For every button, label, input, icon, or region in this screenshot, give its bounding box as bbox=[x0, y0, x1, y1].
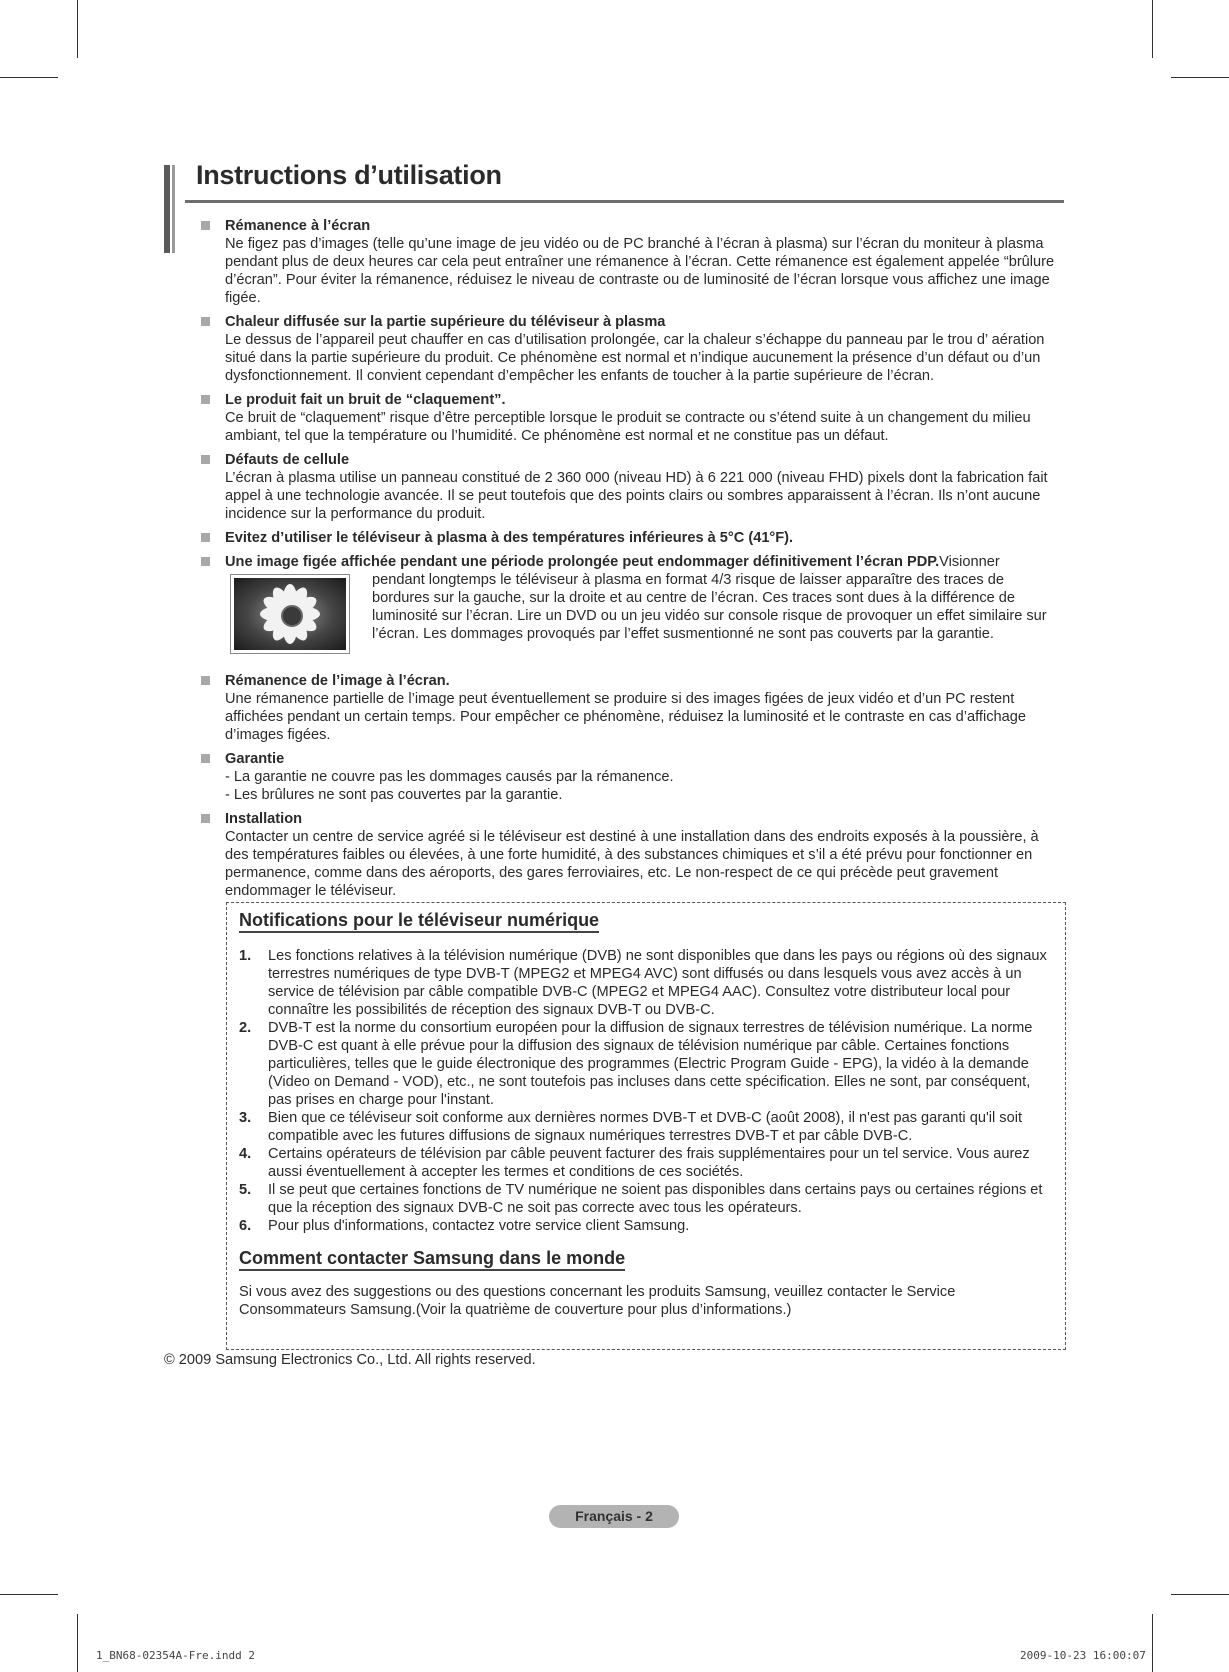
crop-mark bbox=[77, 1614, 78, 1672]
page-title: Instructions d’utilisation bbox=[196, 160, 502, 190]
item-number: 3. bbox=[239, 1110, 252, 1126]
square-bullet-icon bbox=[201, 395, 210, 404]
square-bullet-icon bbox=[201, 754, 210, 763]
section-title: Rémanence de l’image à l’écran. bbox=[225, 673, 450, 689]
list-item bbox=[199, 391, 1065, 445]
section-title: Garantie bbox=[225, 751, 285, 767]
print-slug-timestamp: 2009-10-23 16:00:07 bbox=[1020, 1649, 1146, 1662]
numbered-item bbox=[239, 1217, 1051, 1235]
section-title: Rémanence à l’écran bbox=[225, 218, 371, 234]
list-item bbox=[199, 529, 1065, 547]
section-title: Installation bbox=[225, 811, 303, 827]
item-text: Pour plus d'informations, contactez votre service client Samsung. bbox=[268, 1218, 690, 1234]
section-body: pendant longtemps le téléviseur à plasma en format 4/3 risque de laisser apparaître des traces de bordures sur la gauche, sur la droite et au centre de l’écran. Ces traces sont dues à la différence de luminosité sur l’écran. Lire un DVD ou un jeu vidéo sur console risque de provoquer un effet similaire sur l’écran. Les dommages provoqués par l’effet susmentionné ne sont pas couverts par la garantie. bbox=[372, 572, 1047, 642]
crop-mark bbox=[0, 1594, 58, 1595]
item-number: 4. bbox=[239, 1146, 252, 1162]
list-item bbox=[199, 672, 1065, 744]
square-bullet-icon bbox=[201, 455, 210, 464]
item-number: 1. bbox=[239, 948, 252, 964]
notice-heading: Notifications pour le téléviseur numérique bbox=[239, 911, 599, 933]
crop-mark bbox=[1171, 1594, 1229, 1595]
item-number: 5. bbox=[239, 1182, 252, 1198]
instructions-list bbox=[199, 217, 1065, 906]
list-item bbox=[199, 313, 1065, 385]
item-number: 6. bbox=[239, 1218, 252, 1234]
contact-heading: Comment contacter Samsung dans le monde bbox=[239, 1249, 625, 1271]
section-body: Une rémanence partielle de l’image peut éventuellement se produire si des images figées de jeux vidéo et d’un PC restent affichées pendant un certain temps. Pour empêcher ce phénomène, réduisez la luminosité et le contraste en cas d’affichage d’images figées. bbox=[225, 691, 1026, 743]
page-number-badge: Français - 2 bbox=[549, 1505, 679, 1528]
numbered-item bbox=[239, 947, 1051, 1019]
square-bullet-icon bbox=[201, 221, 210, 230]
square-bullet-icon bbox=[201, 814, 210, 823]
contact-body: Si vous avez des suggestions ou des questions concernant les produits Samsung, veuillez contacter le Service Consommateurs Samsung.(Voir la quatrième de couverture pour plus d’informations.) bbox=[239, 1284, 956, 1318]
digital-tv-notice-box bbox=[226, 902, 1066, 1350]
square-bullet-icon bbox=[201, 676, 210, 685]
crop-mark bbox=[0, 77, 58, 78]
numbered-item bbox=[239, 1145, 1051, 1181]
print-slug-filename: 1_BN68-02354A-Fre.indd 2 bbox=[96, 1649, 255, 1662]
numbered-item bbox=[239, 1181, 1051, 1217]
title-accent-bar bbox=[164, 165, 170, 253]
section-body: Ne figez pas d’images (telle qu’une image de jeu vidéo ou de PC branché à l’écran à plasma) sur l’écran du moniteur à plasma pendant plus de deux heures car cela peut entraîner une rémanence à l’écran. Cette rémanence est également appelée “brûlure d’écran”. Pour éviter la rémanence, réduisez le niveau de contraste ou de luminosité de l’écran lorsque vous affichez une image figée. bbox=[225, 236, 1055, 306]
list-item bbox=[199, 810, 1065, 900]
title-rule bbox=[185, 200, 1064, 203]
section-body-line: - La garantie ne couvre pas les dommages causés par la rémanence. bbox=[225, 769, 674, 785]
section-body-lead: Visionner bbox=[939, 554, 1000, 570]
item-text: DVB-T est la norme du consortium européen pour la diffusion de signaux terrestres de télévision numérique. La norme DVB-C est quant à elle prévue pour la diffusion des signaux de télévision numérique par câble. Certaines fonctions particulières, telles que le guide électronique des programmes (Electric Program Guide - EPG), la vidéo à la demande (Video on Demand - VOD), etc., ne sont toutefois pas incluses dans cette spécification. Elles ne sont, par conséquent, pas prises en charge pour l'instant. bbox=[268, 1020, 1033, 1108]
crop-mark bbox=[77, 0, 78, 58]
section-title: Défauts de cellule bbox=[225, 452, 350, 468]
square-bullet-icon bbox=[201, 533, 210, 542]
crop-mark bbox=[1171, 77, 1229, 78]
title-accent-bar bbox=[172, 165, 175, 253]
section-body: Ce bruit de “claquement” risque d’être perceptible lorsque le produit se contracte ou s’étend suite à un changement du milieu ambiant, tel que la température ou l’humidité. Ce phénomène est normal et ne constitue pas un défaut. bbox=[225, 410, 1031, 444]
list-item bbox=[199, 553, 1065, 658]
section-title: Le produit fait un bruit de “claquement”. bbox=[225, 392, 506, 408]
list-item bbox=[199, 217, 1065, 307]
numbered-item bbox=[239, 1109, 1051, 1145]
list-item bbox=[199, 451, 1065, 523]
item-text: Bien que ce téléviseur soit conforme aux dernières normes DVB-T et DVB-C (août 2008), il n'est pas garanti qu'il soit compatible avec les futures diffusions de signaux numériques terrestres DVB-T et par câble DVB-C. bbox=[268, 1110, 1023, 1144]
square-bullet-icon bbox=[201, 557, 210, 566]
item-text: Certains opérateurs de télévision par câble peuvent facturer des frais supplémentaires pour un tel service. Vous aurez aussi éventuellement à accepter les termes et conditions de ces sociétés. bbox=[268, 1146, 1030, 1180]
section-title: Evitez d’utiliser le téléviseur à plasma à des températures inférieures à 5°C (41°F). bbox=[225, 530, 794, 546]
crop-mark bbox=[1152, 0, 1153, 58]
section-title: Une image figée affichée pendant une période prolongée peut endommager définitivement l’écran PDP. bbox=[225, 554, 940, 570]
flower-image bbox=[234, 578, 346, 650]
numbered-item bbox=[239, 1019, 1051, 1109]
section-body: Contacter un centre de service agréé si le téléviseur est destiné à une installation dans des endroits exposés à la poussière, à des températures faibles ou élevées, à une forte humidité, à des substances chimiques et s’il a été prévu pour fonctionner en permanence, comme dans des aéroports, des gares ferroviaires, etc. Le non-respect de ce qui précède peut gravement endommager le téléviseur. bbox=[225, 829, 1039, 899]
section-body-line: - Les brûlures ne sont pas couvertes par la garantie. bbox=[225, 787, 563, 803]
item-text: Les fonctions relatives à la télévision numérique (DVB) ne sont disponibles que dans les pays ou régions où des signaux terrestres numériques de type DVB-T (MPEG2 et MPEG4 AVC) sont diffusés ou dans lesquels vous avez accès à un service de télévision par câble compatible DVB-C (MPEG2 et MPEG4 AAC). Consultez votre distributeur local pour connaître les possibilités de réception des signaux DVB-T ou DVB-C. bbox=[268, 948, 1047, 1018]
item-number: 2. bbox=[239, 1020, 252, 1036]
copyright: © 2009 Samsung Electronics Co., Ltd. All rights reserved. bbox=[164, 1352, 536, 1368]
screen-burn-example-image bbox=[230, 574, 350, 654]
list-item bbox=[199, 750, 1065, 804]
square-bullet-icon bbox=[201, 317, 210, 326]
section-body: L’écran à plasma utilise un panneau constitué de 2 360 000 (niveau HD) à 6 221 000 (niveau FHD) pixels dont la fabrication fait appel à une technologie avancée. Il se peut toutefois que des points clairs ou sombres apparaissent à l’écran. Ils n’ont aucune incidence sur la performance du produit. bbox=[225, 470, 1048, 522]
section-title: Chaleur diffusée sur la partie supérieure du téléviseur à plasma bbox=[225, 314, 666, 330]
crop-mark bbox=[1152, 1614, 1153, 1672]
item-text: Il se peut que certaines fonctions de TV numérique ne soient pas disponibles dans certains pays ou certaines régions et que la réception des signaux DVB-C ne soit pas correcte avec tous les opérateurs. bbox=[268, 1182, 1043, 1216]
section-body: Le dessus de l’appareil peut chauffer en cas d’utilisation prolongée, car la chaleur s’échappe du panneau par le trou d’ aération situé dans la partie supérieure du produit. Ce phénomène est normal et n’indique aucunement la présence d’un défaut ou d’un dysfonctionnement. Il convient cependant d’empêcher les enfants de toucher à la partie supérieure de l’écran. bbox=[225, 332, 1045, 384]
